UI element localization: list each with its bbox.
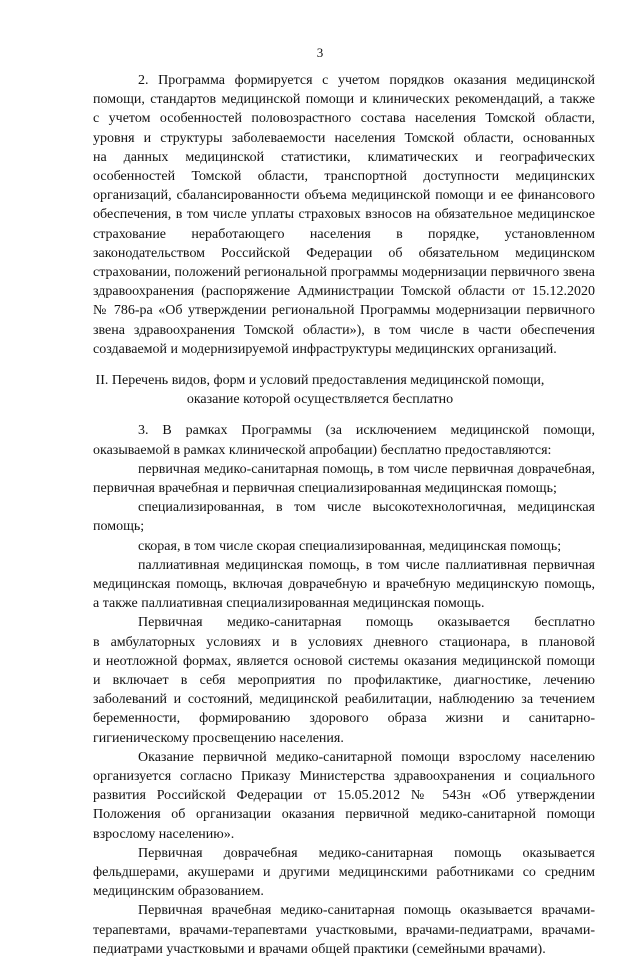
text-line: помощи, стандартов медицинской помощи и клинических рекомендаций, а также: [93, 92, 595, 108]
text-line: уровня и структуры заболеваемости населения Томской области, основанных: [93, 130, 595, 146]
text-line: терапевтами, врачами-терапевтами участковыми, врачами-педиатрами, врачами-: [93, 922, 595, 938]
text-line: страхование неработающего населения в порядке, установленном: [93, 226, 595, 242]
text-line: организуется согласно Приказу Министерства здравоохранения и социального: [93, 769, 595, 784]
text-line: Положения об организации оказания первичной медико-санитарной помощи: [93, 807, 595, 823]
text-line: законодательством Российской Федерации об обязательном медицинском: [93, 245, 595, 261]
text-line: организаций, сбалансированности объема медицинской помощи и ее финансового: [93, 188, 595, 204]
text-line: беременности, формированию здорового образа жизни и санитарно-: [93, 711, 595, 727]
text-line: гигиеническому просвещению населения.: [93, 730, 344, 746]
text-line: Первичная доврачебная медико-санитарная помощь оказывается: [138, 845, 595, 861]
heading-line: II. Перечень видов, форм и условий предоставления медицинской помощи,: [95, 373, 545, 388]
text-line: 2. Программа формируется с учетом порядков оказания медицинской: [138, 73, 595, 88]
text-line: заболеваний и состояний, медицинской реабилитации, наблюдению за течением: [93, 692, 595, 708]
text-line: развития Российской Федерации от 15.05.2012 № 543н «Об утверждении: [93, 788, 595, 804]
text-line: педиатрами участковыми и врачами общей практики (семейными врачами).: [93, 941, 546, 957]
list-item-line: медицинская помощь, включая доврачебную и врачебную медицинскую помощь,: [93, 577, 595, 592]
list-item-line: скорая, в том числе скорая специализированная, медицинская помощь;: [138, 538, 562, 554]
text-line: в амбулаторных условиях и в условиях дневного стационара, в плановой: [93, 634, 595, 650]
text-line: медицинским образованием.: [93, 884, 264, 900]
heading-line: оказание которой осуществляется бесплатно: [186, 392, 454, 408]
text-line: на данных медицинской статистики, климатических и географических: [93, 149, 595, 165]
text-line: и неотложной формах, является основой системы оказания медицинской помощи: [93, 653, 595, 669]
page-number: 3: [316, 45, 324, 60]
text-line: обеспечения, в том числе уплаты страховых взносов на обязательное медицинское: [93, 207, 595, 223]
text-line: создаваемой и модернизируемой инфраструктуры медицинских организаций.: [93, 341, 557, 357]
text-line: 3. В рамках Программы (за исключением медицинской помощи,: [138, 423, 595, 439]
list-item-line: а также паллиативная специализированная медицинская помощь.: [93, 596, 485, 612]
list-item-line: первичная врачебная и первичная специализированная медицинская помощь;: [93, 481, 557, 496]
text-line: фельдшерами, акушерами и другими медицинскими работниками со средним: [93, 865, 595, 880]
text-line: взрослому населению».: [93, 826, 235, 842]
text-line: и включает в себя мероприятия по профилактике, диагностике, лечению: [93, 673, 595, 688]
list-item-line: паллиативная медицинская помощь, в том числе паллиативная первичная: [138, 557, 595, 573]
text-line: № 786-ра «Об утверждении региональной Программы модернизации первичного: [93, 303, 595, 319]
text-line: звена здравоохранения Томской области»), в том числе в части обеспечения: [93, 322, 595, 338]
text-line: страховании, положений региональной программы модернизации первичного звена: [93, 265, 595, 280]
list-item-line: специализированная, в том числе высокотехнологичная, медицинская: [138, 500, 595, 516]
text-line: оказываемой в рамках клинической апробации) бесплатно предоставляются:: [93, 442, 552, 458]
list-item-line: первичная медико-санитарная помощь, в том числе первичная доврачебная,: [138, 461, 595, 477]
text-line: Первичная медико-санитарная помощь оказывается бесплатно: [138, 615, 595, 631]
text-line: Первичная врачебная медико-санитарная помощь оказывается врачами-: [138, 903, 595, 919]
list-item-line: помощь;: [93, 519, 145, 535]
text-line: особенностей Томской области, транспортной доступности медицинских: [93, 169, 595, 184]
text-line: с учетом особенностей половозрастного состава населения Томской области,: [93, 111, 595, 127]
text-line: здравоохранения (распоряжение Администрации Томской области от 15.12.2020: [93, 284, 595, 300]
text-line: Оказание первичной медико-санитарной помощи взрослому населению: [138, 749, 595, 765]
